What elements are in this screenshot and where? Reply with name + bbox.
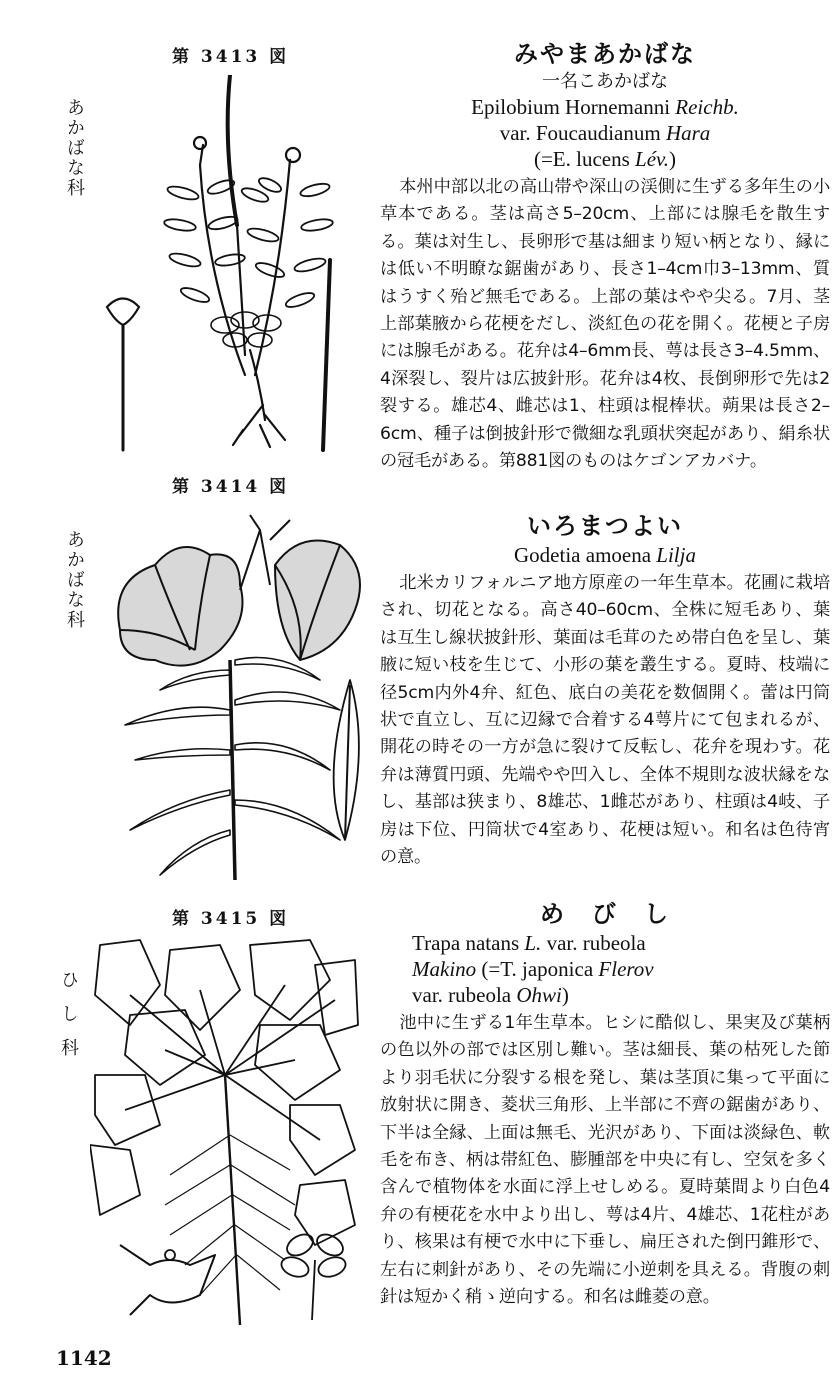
scientific-name-line [380, 146, 830, 172]
figure-label-3414: 第 3414 図 [172, 477, 290, 497]
entry-mebishi [380, 898, 830, 1311]
sci-author: L. [524, 931, 542, 955]
sci-plain: Godetia amoena [514, 543, 657, 567]
sci-tail: ) [561, 983, 569, 1007]
alternate-name: 一名こあかばな [542, 71, 668, 92]
sci-author: Lév. [635, 147, 670, 171]
scientific-name-line [380, 120, 830, 146]
figure-label-3413: 第 3413 図 [172, 47, 290, 67]
japanese-name: いろまつよい [527, 512, 683, 540]
sci-author: Flerov [598, 957, 654, 981]
scientific-name-line [380, 982, 830, 1008]
japanese-name: みやまあかばな [514, 40, 696, 68]
scientific-name-line [380, 930, 830, 956]
illustration-trapa [90, 935, 360, 1330]
description [380, 570, 830, 871]
illustration-godetia [100, 510, 370, 880]
entry-miyamaakabana [380, 38, 830, 475]
family-label-akabana: あかばな科 [64, 98, 85, 198]
sci-plain: Trapa natans [412, 931, 525, 955]
scientific-name-line [380, 956, 830, 982]
illustration-epilobium [95, 75, 365, 455]
entry-iromatsuyoi [380, 510, 830, 871]
sci-plain: (=E. lucens [533, 147, 636, 171]
description-text: 本州中部以北の高山帯や深山の渓側に生ずる多年生の小草本である。茎は高さ5–20cm、上部には腺毛を散生する。葉は対生し、長卵形で基は細まり短い柄となり、縁には低い不明瞭な鋸歯があり、長さ1–4cm巾3–13mm、質はうすく殆ど無毛である。上部の葉はやや尖る。7月、茎上部葉腋から花梗をだし、淡紅色の花を開く。花梗と子房には腺毛がある。花弁は4–6mm長、萼は長さ3–4.5mm、4深裂し、裂片は広披針形。花弁は4枚、長倒卵形で先は2裂する。雄芯4、雌芯は1、柱頭は棍棒状。蒴果は長さ2–6cm、種子は倒披針形で微細な乳頭状突起があり、絹糸状の冠毛がある。第881図のものはケゴンアカバナ。 [380, 177, 830, 472]
scientific-name-line [380, 542, 830, 568]
sci-author: Lilja [656, 543, 696, 567]
sci-tail: (=T. japonica [476, 957, 599, 981]
sci-plain: var. Foucaudianum [499, 121, 666, 145]
description [380, 1010, 830, 1311]
sci-author: Makino [412, 957, 477, 981]
description [380, 174, 830, 475]
sci-tail: var. rubeola [541, 931, 646, 955]
sci-tail: ) [669, 147, 677, 171]
family-label-hishi: ひし科 [58, 970, 79, 1072]
japanese-name: め び し [540, 900, 670, 928]
figure-label-3415: 第 3415 図 [172, 909, 290, 929]
scientific-name-line [380, 94, 830, 120]
description-text: 池中に生ずる1年生草本。ヒシに酷似し、果実及び葉柄の色以外の部では区別し難い。茎は細長、葉の枯死した節より羽毛状に分裂する根を発し、葉は茎頂に集って平面に放射状に開き、菱状三角形、上半部に不齊の鋸歯があり、下半は全縁、上面は無毛、光沢があり、下面は淡緑色、軟毛を布き、柄は帯紅色、膨腫部を中央に有し、空気を多く含んで植物体を水面に浮上せしめる。夏時葉間より白色4弁の有梗花を水中より出し、萼は4片、4雄芯、1花柱があり、核果は有梗で水中に下垂し、扁圧された倒円錐形で、左右に刺針があり、その先端に小逆刺を具える。背腹の刺針は短かく稍ゝ逆向する。和名は雌菱の意。 [380, 1013, 830, 1308]
sci-author: Reichb. [675, 95, 739, 119]
sci-plain: var. rubeola [412, 983, 517, 1007]
family-label-akabana: あかばな科 [64, 530, 85, 630]
sci-author: Ohwi [516, 983, 562, 1007]
description-text: 北米カリフォルニア地方原産の一年生草本。花圃に栽培され、切花となる。高さ40–60cm、全株に短毛あり、葉は互生し線状披針形、葉面は毛茸のため帯白色を呈し、葉腋に短い枝を生じて、小形の葉を叢生する。夏時、枝端に径5cm内外4弁、紅色、底白の美花を数個開く。蕾は円筒状で直立し、互に辺縁で合着する4萼片にて包まれるが、開花の時その一方が急に裂けて反転し、花弁を現わす。花弁は薄質円頭、先端やや凹入し、全体不規則な波状縁をなし、基部は狭まり、8雄芯、1雌芯があり、柱頭は4岐、子房は下位、円筒状で4室あり、花梗は短い。和名は色待宵の意。 [380, 573, 830, 868]
page-number: 1142 [56, 1346, 112, 1370]
sci-author: Hara [665, 121, 711, 145]
sci-plain: Epilobium Hornemanni [471, 95, 676, 119]
